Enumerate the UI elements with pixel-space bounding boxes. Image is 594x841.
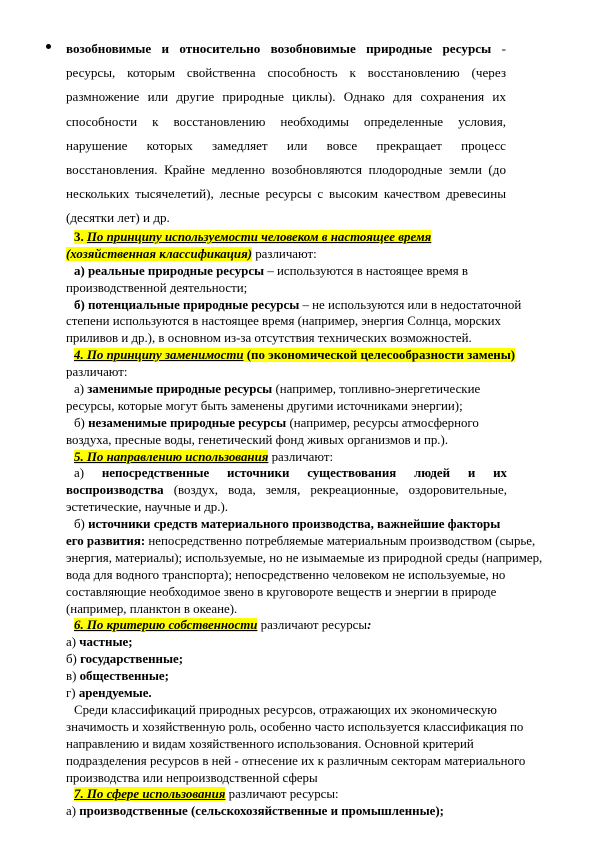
bullet-lead: возобновимые и относительно возобновимые природные ресурсы (66, 41, 492, 56)
section-7-item-a-prefix: а) (66, 804, 80, 819)
section-7-heading (66, 786, 507, 803)
bullet-line: восстановления. Крайне медленно возобновляются плодородные земли (до (66, 161, 506, 177)
section-5-item-a-word: и (467, 466, 476, 481)
bullet-paragraph (66, 37, 506, 231)
section-4-item-a (66, 381, 507, 398)
section-6-item-label: арендуемые. (78, 686, 152, 701)
section-5-item-a-word: земля, (265, 483, 301, 498)
bullet-line: (десятки лет) и др. (66, 210, 170, 226)
section-5-item-b-line: вода для водного транспорта); непосредственно человеком не используемые, но (66, 567, 506, 582)
section-5-item-a-word: (воздух, (173, 483, 218, 498)
bullet-line-1 (66, 37, 506, 61)
section-3-title: По принципу используемости человеком в настоящее время (86, 230, 432, 244)
section-5-item-a-line1 (66, 465, 507, 482)
section-6-item (66, 668, 507, 685)
section-6-item-prefix: б) (66, 652, 81, 667)
section-5-after: различают: (268, 449, 334, 464)
section-3-after: различают: (252, 246, 317, 261)
section-3-item-b-text: – не используются или в недостаточной (299, 297, 522, 312)
section-5-item-b-line: энергия, материалы); используемые, но не изымаемые из природной среды (например, (66, 550, 543, 565)
section-3-heading-line2 (66, 246, 507, 263)
section-3-item-b (66, 297, 522, 314)
paragraph-line: производства или непроизводственной сферы (66, 770, 318, 785)
section-6-item-prefix: а) (66, 635, 80, 650)
section-4-item-b-text: (например, ресурсы атмосферного (286, 415, 479, 430)
section-7-item-a (66, 803, 507, 820)
bullet-line: нарушение которых замедляет или вовсе прекращает процесс (66, 137, 506, 153)
section-5-item-b-label: источники средств материального производства, важнейшие факторы (88, 517, 501, 532)
section-3-item-a-text: – используются в настоящее время в (264, 263, 468, 278)
section-5-item-b-line2 (66, 533, 536, 550)
bullet-line: ресурсы, которым свойственна способность к восстановлению (через (66, 65, 506, 81)
section-5-item-a-line3: эстетические, научные и др.). (66, 500, 228, 515)
section-5-item-a-line2 (66, 482, 507, 499)
document-body (66, 229, 543, 820)
section-4-subtitle: (по экономической целесообразности замены) (243, 348, 516, 363)
section-4-item-a-label: заменимые природные ресурсы (87, 382, 273, 397)
section-4-item-b-line2: воздуха, пресные воды, генетический фонд живых организмов и пр.). (66, 432, 449, 447)
section-6-after: различают ресурсы (257, 618, 368, 633)
paragraph-line: подразделения ресурсов в ней - отнесение их к различным секторам материального (66, 753, 526, 768)
section-3-item-b-label: б) потенциальные природные ресурсы (74, 297, 300, 312)
section-5-heading (66, 449, 507, 466)
section-5-item-a-word: источники (226, 466, 290, 481)
section-5-item-a-word: существования (307, 466, 397, 481)
section-3-item-b-line3: приливов и др.), в основном из-за отсутствия технических возможностей. (66, 331, 472, 346)
section-6-colon: : (367, 618, 372, 633)
paragraph-line: Среди классификаций природных ресурсов, отражающих их экономическую (74, 702, 497, 717)
section-6-item (66, 685, 507, 702)
bullet-dot-icon (46, 44, 51, 49)
section-3-item-a-line2: производственной деятельности; (66, 280, 248, 295)
section-4-item-a-line2: ресурсы, которые могут быть заменены другими источниками энергии); (66, 398, 463, 413)
section-6-heading (66, 617, 507, 634)
section-6-title: 6. По критерию собственности (74, 618, 258, 633)
section-5-item-a-prefix: а) (74, 466, 85, 481)
section-6-item (66, 634, 507, 651)
section-3-subtitle: (хозяйственная классификация) (66, 246, 253, 261)
section-5-item-b-label2: его развития: (66, 534, 146, 549)
section-5-item-a-word: рекреационные, (310, 483, 399, 498)
section-5-item-a-word: их (493, 466, 507, 481)
bullet-lead-rest: - (491, 41, 506, 56)
section-5-item-b-line1 (66, 516, 507, 533)
section-4-heading (66, 347, 516, 364)
section-4-item-b (66, 415, 507, 432)
bullet-line: способности к восстановлению необходимы определенные условия, (66, 113, 506, 129)
section-7-title: 7. По сфере использования (74, 787, 226, 802)
section-5-item-a-word: воспроизводства (66, 483, 164, 498)
section-7-item-a-label: производственные (сельскохозяйственные и промышленные); (79, 804, 444, 819)
section-3-number: 3. (74, 230, 84, 244)
section-5-item-a-word: оздоровительные, (408, 483, 507, 498)
section-6-item-label: частные; (79, 635, 133, 650)
section-4-item-b-prefix: б) (74, 415, 89, 430)
section-5-item-a-word: непосредственные (101, 466, 210, 481)
section-7-after: различают ресурсы: (225, 787, 339, 802)
section-4-item-a-prefix: а) (74, 382, 88, 397)
section-3-heading (66, 229, 507, 246)
bullet-line: нескольких тысячелетий), лесные ресурсы с высоким качеством древесины (66, 186, 506, 202)
section-5-item-a-word: вода, (228, 483, 256, 498)
section-3-item-b-line2: степени используются в настоящее время (например, энергия Солнца, морских (66, 314, 501, 329)
section-4-title: 4. По принципу заменимости (74, 348, 244, 363)
section-4-item-a-text: (например, топливно-энергетические (272, 382, 481, 397)
section-3-item-a (66, 263, 507, 280)
section-4-line2: различают: (66, 365, 128, 380)
section-6-item-label: государственные; (80, 652, 184, 667)
section-6-item-label: общественные; (79, 669, 169, 684)
paragraph-line: значимость и хозяйственную роль, особенно часто используется классификация по (66, 719, 524, 734)
section-6-item (66, 651, 507, 668)
section-5-title: 5. По направлению использования (74, 449, 269, 464)
paragraph-line: направлению и видам хозяйственного использования. Основной критерий (66, 736, 474, 751)
bullet-line: размножение или другие природные циклы). Однако для сохранения их (66, 89, 506, 105)
section-5-item-b-line: составляющие необходимое звено в круговороте веществ и энергии в природе (66, 584, 497, 599)
section-6-item-prefix: в) (66, 669, 80, 684)
section-5-item-b-prefix: б) (74, 517, 89, 532)
section-5-item-b-text: непосредственно потребляемые материальным производством (сырье, (145, 534, 536, 549)
section-6-item-prefix: г) (66, 686, 79, 701)
section-5-item-a-word: людей (414, 466, 451, 481)
section-3-item-a-label: а) реальные природные ресурсы (74, 263, 265, 278)
section-5-item-b-line: (например, планктон в океане). (66, 601, 238, 616)
section-4-item-b-label: незаменимые природные ресурсы (88, 415, 287, 430)
